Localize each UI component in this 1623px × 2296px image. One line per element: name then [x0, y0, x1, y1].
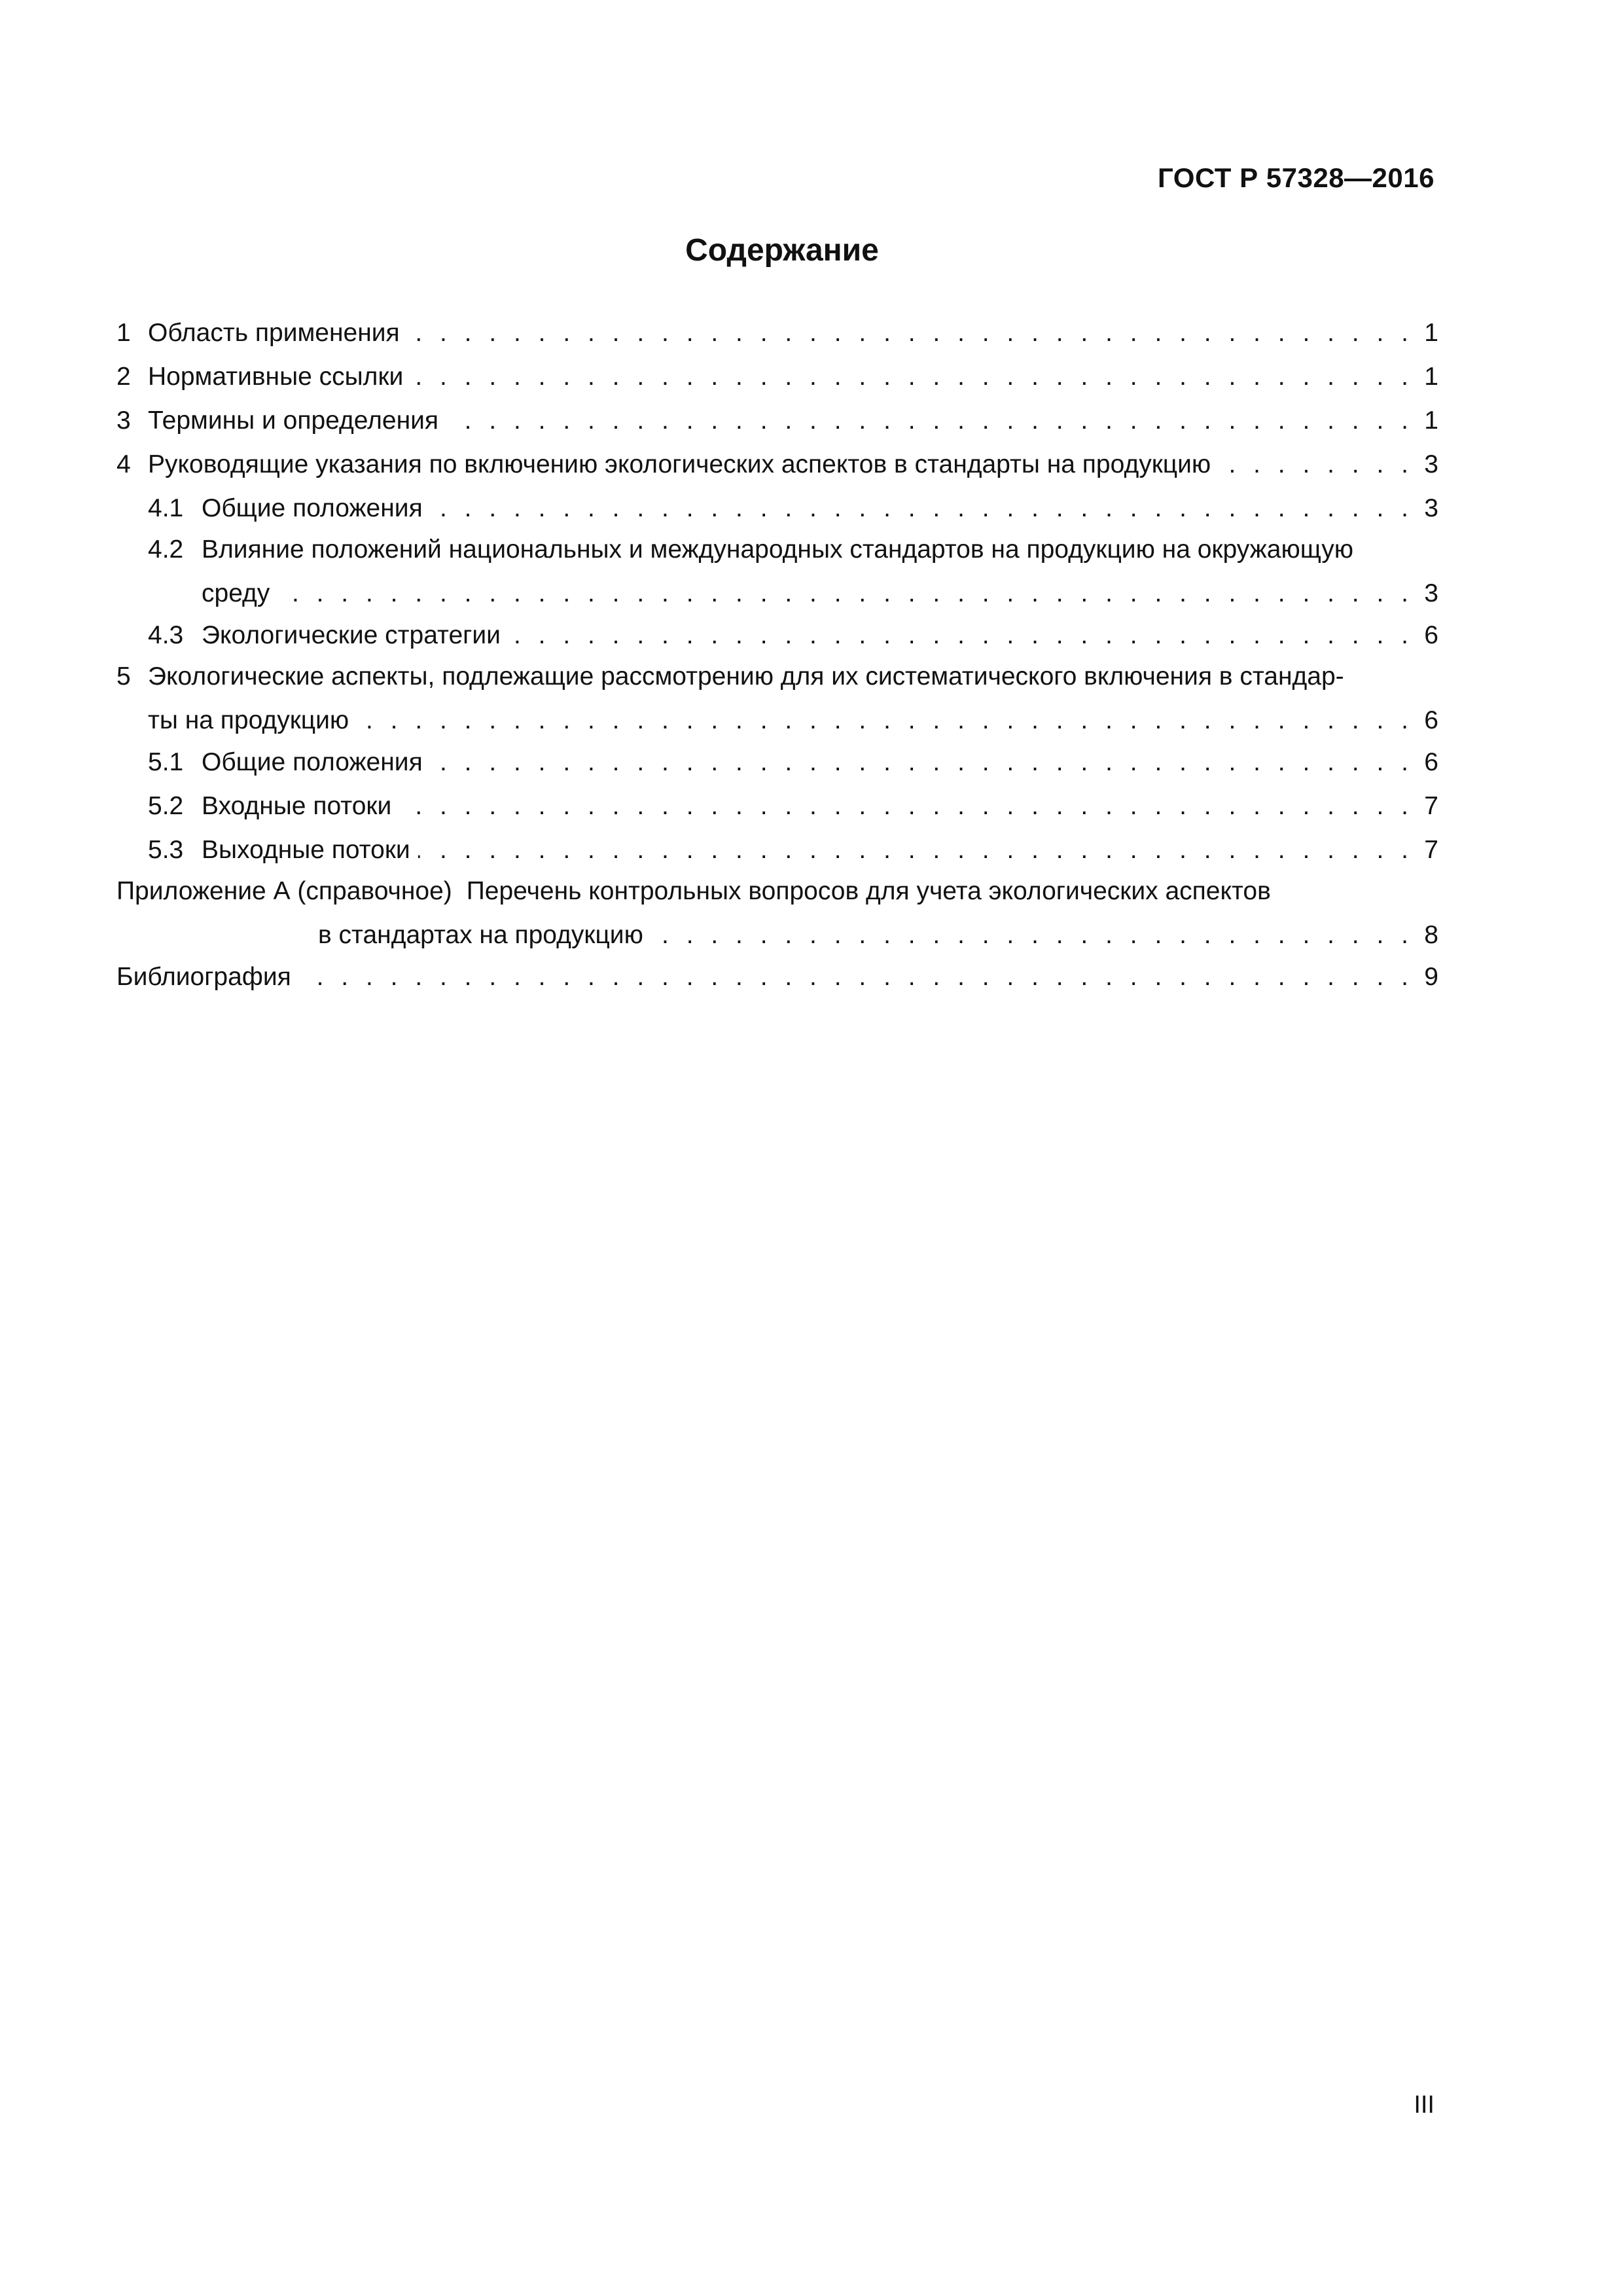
toc-entry-number: 4.3: [148, 621, 184, 649]
dot-leader: [446, 399, 1414, 442]
toc-entry-text-line2: среду: [202, 579, 270, 607]
toc-entry-text-line2: в стандартах на продукцию: [318, 921, 643, 949]
toc-entry-text: Руководящие указания по включению экологических аспектов в стандарты на продукцию: [148, 450, 1211, 478]
toc-entry-text: Область применения: [148, 319, 400, 347]
dot-leader: [357, 696, 1414, 740]
dot-leader: [431, 740, 1414, 784]
toc-entry-page: 6: [1424, 748, 1438, 776]
toc-entry-page: 1: [1424, 406, 1438, 435]
toc-entry-text-line1: Влияние положений национальных и международных стандартов на продукцию на окружающую: [202, 535, 1353, 564]
toc-entry-5-2[interactable]: [116, 784, 1438, 828]
toc-entry-page: 7: [1424, 792, 1438, 820]
toc-entry-number: 1: [116, 319, 131, 347]
toc-entry-page: 9: [1424, 963, 1438, 991]
toc-entry-number: 5.3: [148, 836, 184, 864]
toc-entry-page: 3: [1424, 494, 1438, 522]
toc-entry-4-1[interactable]: [116, 486, 1438, 530]
toc-entry-text: Термины и определения: [148, 406, 439, 435]
toc-entry-number: 3: [116, 406, 131, 435]
toc-entry-text: Входные потоки: [202, 792, 392, 820]
toc-entry-5-3[interactable]: [116, 828, 1438, 872]
toc-entry-4-3[interactable]: [116, 613, 1438, 657]
toc-entry-text-line1: Перечень контрольных вопросов для учета экологических аспектов: [466, 877, 1271, 905]
dot-leader: [651, 911, 1414, 955]
toc-entry-page: 6: [1424, 621, 1438, 649]
toc-entry-number: 2: [116, 363, 131, 391]
toc-entry-page: 3: [1424, 450, 1438, 478]
toc-entry-appendix-a[interactable]: [116, 872, 1438, 955]
toc-entry-number: 5.2: [148, 792, 184, 820]
document-code: ГОСТ Р 57328—2016: [1158, 162, 1435, 193]
toc-entry-bibliography[interactable]: [116, 955, 1438, 999]
dot-leader: [418, 828, 1414, 872]
toc-entry-text: Библиография: [116, 963, 291, 991]
toc-entry-2[interactable]: [116, 355, 1438, 399]
toc-entry-3[interactable]: [116, 399, 1438, 442]
toc-entry-page: 3: [1424, 579, 1438, 607]
toc-entry-number: 5: [116, 662, 131, 691]
toc-entry-page: 1: [1424, 363, 1438, 391]
toc-entry-text: Выходные потоки: [202, 836, 410, 864]
dot-leader: [1219, 442, 1414, 486]
toc-entry-number: 4: [116, 450, 131, 478]
dot-leader: [508, 613, 1414, 657]
toc-entry-5-1[interactable]: [116, 740, 1438, 784]
toc-entry-page: 1: [1424, 319, 1438, 347]
dot-leader: [408, 311, 1414, 355]
toc-entry-4[interactable]: [116, 442, 1438, 486]
toc-entry-page: 7: [1424, 836, 1438, 864]
toc-entry-4-2[interactable]: [116, 530, 1438, 613]
toc-entry-5[interactable]: [116, 657, 1438, 740]
toc-entry-page: 8: [1424, 921, 1438, 949]
toc-entry-text: Нормативные ссылки: [148, 363, 404, 391]
dot-leader: [299, 955, 1414, 999]
toc-entry-number: 4.2: [148, 535, 184, 564]
toc-entry-text: Общие положения: [202, 748, 423, 776]
table-of-contents: [116, 311, 1438, 999]
toc-title: Содержание: [685, 233, 879, 268]
dot-leader: [277, 569, 1414, 613]
toc-appendix-label: Приложение А (справочное): [116, 877, 452, 905]
toc-entry-1[interactable]: [116, 311, 1438, 355]
toc-entry-number: 5.1: [148, 748, 184, 776]
toc-entry-text: Общие положения: [202, 494, 423, 522]
toc-entry-text: Экологические стратегии: [202, 621, 501, 649]
toc-entry-text-line2: ты на продукцию: [148, 706, 349, 734]
toc-entry-text-line1: Экологические аспекты, подлежащие рассмотрению для их систематического включения в стандар-: [148, 662, 1344, 691]
dot-leader: [431, 486, 1414, 530]
dot-leader: [411, 355, 1414, 399]
dot-leader: [399, 784, 1414, 828]
toc-entry-page: 6: [1424, 706, 1438, 734]
toc-entry-number: 4.1: [148, 494, 184, 522]
page-number: III: [1414, 2091, 1435, 2119]
